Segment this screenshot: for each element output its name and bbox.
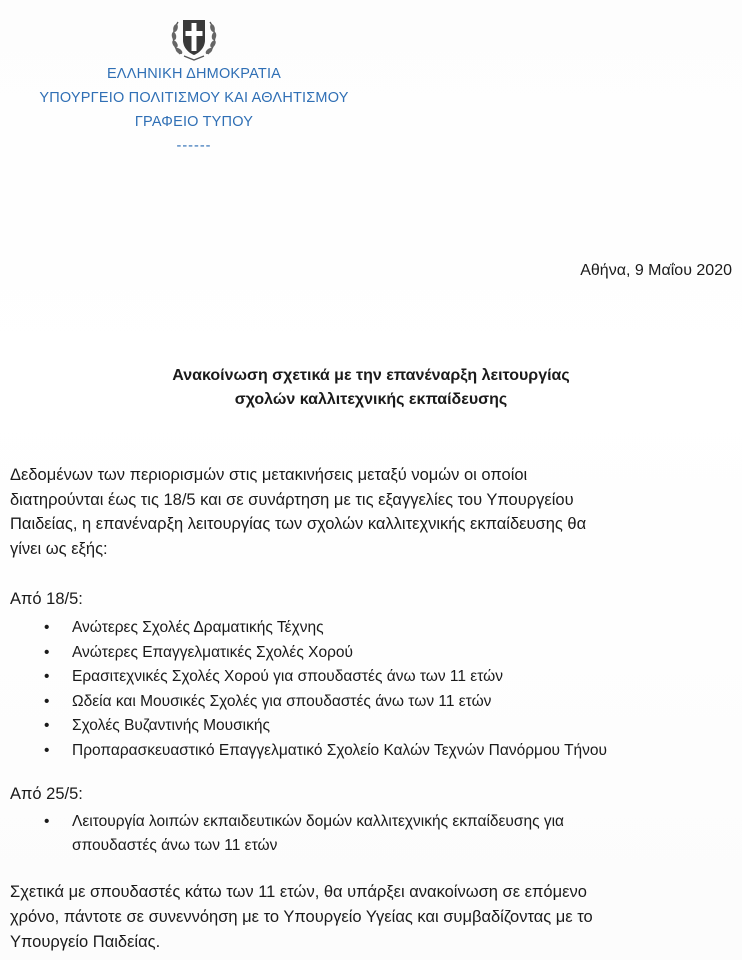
- bullet-icon: •: [44, 741, 50, 759]
- greek-coat-of-arms-icon: [166, 10, 222, 66]
- list-item: [0, 714, 607, 739]
- list-item: [0, 665, 607, 690]
- section-list-25-5: [0, 810, 564, 858]
- list-item: [0, 616, 607, 641]
- title-line-1: Ανακοίνωση σχετικά με την επανέναρξη λειτουργίας: [172, 367, 570, 384]
- bullet-icon: •: [44, 643, 50, 661]
- closing-line: Υπουργείο Παιδείας.: [10, 933, 161, 951]
- letterhead-ministry: ΥΠΟΥΡΓΕΙΟ ΠΟΛΙΤΙΣΜΟΥ ΚΑΙ ΑΘΛΗΤΙΣΜΟΥ: [39, 90, 349, 106]
- list-item-text: Ανώτερες Σχολές Δραματικής Τέχνης: [72, 619, 324, 636]
- closing-paragraph: [10, 880, 735, 955]
- list-item: [0, 690, 607, 715]
- letterhead-country: ΕΛΛΗΝΙΚΗ ΔΗΜΟΚΡΑΤΙΑ: [106, 66, 282, 82]
- list-item: [0, 810, 564, 858]
- bullet-icon: •: [44, 668, 50, 685]
- intro-line: διατηρούνται έως τις 18/5 και σε συνάρτηση με τις εξαγγελίες του Υπουργείου: [10, 490, 574, 509]
- list-item-text-line-1: Λειτουργία λοιπών εκπαιδευτικών δομών καλλιτεχνικής εκπαίδευσης για: [72, 813, 565, 830]
- list-item-text: Σχολές Βυζαντινής Μουσικής: [72, 717, 270, 734]
- list-item-text: Ωδεία και Μουσικές Σχολές για σπουδαστές άνω των 11 ετών: [72, 692, 492, 710]
- document-date: Αθήνα, 9 Μαΐου 2020: [580, 262, 732, 279]
- list-item-text: Ερασιτεχνικές Σχολές Χορού για σπουδαστές άνω των 11 ετών: [72, 668, 503, 685]
- letterhead-office: ΓΡΑΦΕΙΟ ΤΥΠΟΥ: [134, 114, 254, 130]
- list-item: [0, 739, 607, 764]
- bullet-icon: •: [44, 717, 50, 734]
- section-heading-18-5: Από 18/5:: [10, 590, 83, 608]
- section-list-18-5: [0, 616, 607, 763]
- list-item-text-line-2: σπουδαστές άνω των 11 ετών: [72, 837, 278, 854]
- document-title: [0, 364, 742, 412]
- intro-line: Δεδομένων των περιορισμών στις μετακινήσεις μεταξύ νομών οι οποίοι: [10, 466, 528, 484]
- letterhead-separator: ------: [176, 138, 212, 154]
- closing-line: Σχετικά με σπουδαστές κάτω των 11 ετών, θα υπάρξει ανακοίνωση σε επόμενο: [10, 883, 587, 901]
- letterhead: [0, 62, 388, 158]
- list-item-text: Ανώτερες Επαγγελματικές Σχολές Χορού: [72, 643, 353, 661]
- closing-line: χρόνο, πάντοτε σε συνεννόηση με το Υπουργείο Υγείας και συμβαδίζοντας με το: [10, 908, 593, 926]
- section-heading-25-5: Από 25/5:: [10, 785, 83, 803]
- intro-line: γίνει ως εξής:: [10, 539, 108, 558]
- list-item: [0, 641, 607, 666]
- intro-paragraph: [10, 463, 730, 561]
- title-line-2: σχολών καλλιτεχνικής εκπαίδευσης: [234, 391, 508, 408]
- list-item-text: Προπαρασκευαστικό Επαγγελματικό Σχολείο Καλών Τεχνών Πανόρμου Τήνου: [72, 741, 607, 759]
- bullet-icon: •: [44, 619, 50, 636]
- intro-line: Παιδείας, η επανέναρξη λειτουργίας των σχολών καλλιτεχνικής εκπαίδευσης θα: [10, 515, 587, 533]
- bullet-icon: •: [44, 813, 50, 830]
- bullet-icon: •: [44, 692, 50, 710]
